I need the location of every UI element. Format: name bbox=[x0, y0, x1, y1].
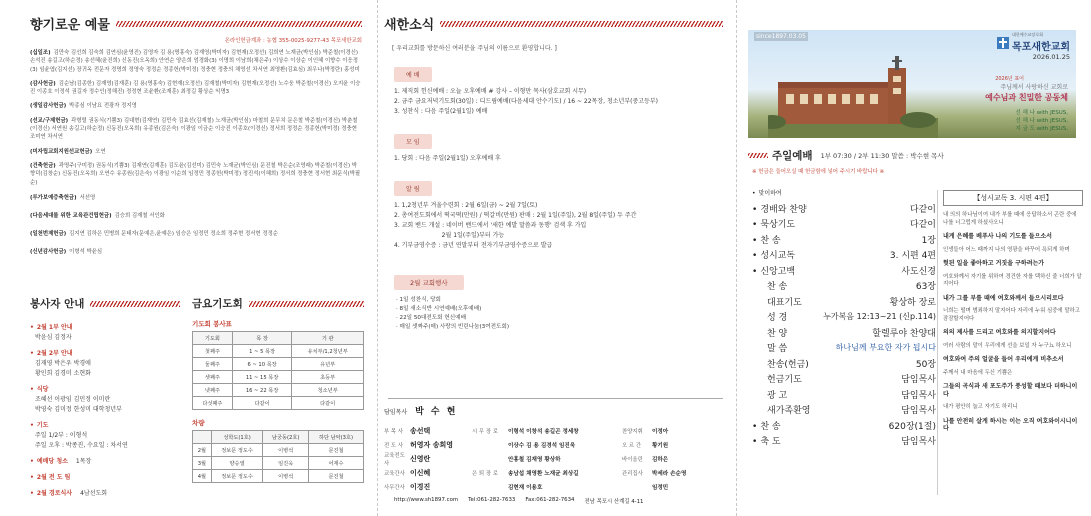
news-line: 2. 총여전도회에서 떡국떡(만원) / 떡갈비(만원) 판매 : 2월 1일(주일), 2월 8일(주일) 두 주간 bbox=[394, 212, 637, 219]
volunteer-section bbox=[30, 296, 180, 505]
table-header-cell: 기 관 bbox=[292, 332, 364, 345]
news-line: · 22일 50대전도회 헌신예배 bbox=[396, 315, 466, 321]
worship-order-item: • 경배와 찬양 bbox=[752, 202, 807, 215]
worship-order-row bbox=[752, 185, 936, 201]
table-row bbox=[193, 470, 364, 483]
bulletin-date: 2026.01.25 bbox=[1032, 53, 1070, 61]
worship-order-item: • 묵상기도 bbox=[752, 217, 795, 230]
offering-label: (선교/구제헌금) bbox=[30, 117, 69, 124]
staff-divider bbox=[388, 398, 723, 399]
church-logo bbox=[997, 32, 1070, 53]
news-line: · 8일 새소식반 시연예배(오후예배) bbox=[396, 306, 482, 312]
staff-grid bbox=[384, 425, 723, 493]
online-account: 온라인헌금계좌 : 농협 355-0025-9277-43 목포새한교회 bbox=[224, 38, 362, 44]
worship-order-leader: 다같이 bbox=[909, 204, 936, 215]
staff-role: 바이올린 bbox=[622, 457, 643, 463]
worship-order-item: • 신앙고백 bbox=[752, 264, 795, 277]
worship-order-row bbox=[752, 294, 936, 310]
staff-row bbox=[472, 439, 622, 451]
table-cell: 임진욱 bbox=[263, 457, 309, 470]
staff-col-3 bbox=[622, 425, 722, 493]
news-line: 2월 1일(주일)부터 가능 bbox=[394, 232, 505, 239]
worship-order-item: • 성시교독 bbox=[752, 248, 795, 261]
table-row bbox=[193, 397, 364, 410]
staff-name: 송선택 bbox=[410, 427, 431, 435]
volunteer-label: • 2월 1부 안내 bbox=[30, 324, 73, 331]
worship-order-leader: 50장 bbox=[915, 359, 936, 370]
theme-line-5: 지 금 도 with JESUS, bbox=[1015, 126, 1068, 132]
staff-row bbox=[622, 481, 722, 493]
table-header-row bbox=[193, 332, 364, 345]
volunteer-line: 주일 오후 : 박종진, 수요일 : 차서연 bbox=[35, 442, 128, 449]
staff-name: 안홍철 김재영 황상하 bbox=[508, 457, 561, 463]
worship-order-leader: 63장 bbox=[915, 282, 936, 293]
address-text: 전남 목포시 산계길 4-11 bbox=[584, 499, 644, 505]
worship-order-leader: 누가복음 12:13~21 (신p.114) bbox=[823, 312, 936, 322]
worship-order-row bbox=[752, 340, 936, 356]
volunteer-inline: 4남선도회 bbox=[80, 490, 108, 497]
worship-order-leader: 담임목사 bbox=[901, 390, 936, 401]
meeting-news-list bbox=[394, 154, 723, 164]
table-cell: 초등부 bbox=[292, 371, 364, 384]
offering-names: 박종심 이남요 전광자 정지영 bbox=[69, 103, 137, 110]
table-row bbox=[193, 444, 364, 457]
worship-order-row bbox=[752, 201, 936, 217]
table-row bbox=[193, 345, 364, 358]
vehicle-table bbox=[192, 430, 364, 483]
volunteer-label: • 식당 bbox=[30, 386, 48, 393]
table-row bbox=[193, 457, 364, 470]
table-cell: 11 ~ 15 목장 bbox=[232, 371, 292, 384]
worship-order-row bbox=[752, 418, 936, 434]
staff-name: 박세라 손순영 bbox=[652, 471, 687, 477]
worship-order-leader: 3. 시편 4편 bbox=[889, 251, 936, 262]
offering-label: (루가보예증축헌금) bbox=[30, 194, 77, 201]
volunteer-label: • 2월 전 도 팀 bbox=[30, 474, 70, 481]
worship-times: 1부 07:30 / 2부 11:30 말씀 : 박수현 목사 bbox=[820, 152, 944, 160]
staff-row bbox=[384, 481, 472, 493]
worship-order-row bbox=[752, 356, 936, 372]
volunteer-line: 박윤심 김정자 bbox=[35, 334, 72, 341]
worship-order-item: • 찬 송 bbox=[752, 233, 781, 246]
reading-line: 인생들아 어느 때까지 나의 영광을 바꾸어 욕되게 하며 bbox=[943, 246, 1070, 253]
worship-order-item: 헌금기도 bbox=[767, 375, 802, 386]
offering-item bbox=[30, 162, 362, 187]
reading-line: 내게 은혜를 베푸사 나의 기도를 들으소서 bbox=[943, 233, 1052, 240]
news-line: 1. 1,2청년부 겨울수련회 : 2월 6일(금) ~ 2월 7일(토) bbox=[394, 202, 538, 209]
prayer-duty-caption: 기도회 봉사표 bbox=[192, 320, 232, 328]
volunteer-header bbox=[30, 296, 180, 311]
cover-image bbox=[748, 30, 1076, 138]
staff-name: 김현재 이용호 bbox=[508, 485, 543, 491]
staff-row bbox=[384, 439, 472, 451]
header-hatch bbox=[90, 301, 180, 307]
tel-text: Tel:061-282-7633 bbox=[468, 497, 516, 503]
reading-line: 내가 평안히 눕고 자기도 하리니 bbox=[943, 404, 1018, 410]
volunteer-inline: 1목장 bbox=[75, 458, 92, 465]
header-hatch bbox=[249, 301, 364, 307]
table-cell: 1 ~ 5 목장 bbox=[232, 345, 292, 358]
staff-name: 송남섭 채영환 노재균 최상길 bbox=[508, 471, 579, 477]
offering-label: (생일감사헌금) bbox=[30, 103, 67, 110]
reading-line: 여호와여 주의 얼굴을 들어 우리에게 비추소서 bbox=[943, 356, 1064, 363]
offering-label: (건축헌금) bbox=[30, 162, 56, 169]
staff-name: 허영자 송희영 bbox=[410, 441, 454, 449]
worship-order-item: 새가족환영 bbox=[767, 406, 811, 417]
offering-names: 곽명주(구미정) 권동식(기쁨3) 김재연(김재훈) 김도윤(김선미) 김민숙 노재균(박인심) 문진철 박은순(조영래) 박준철(이경신) 박향덕(김창순) 신동진(오옥희) 오연수 유종원(김은숙) 이광임 이순희 임정민 정종헌(박미정) 정진석(이혜희) 정서희 정충현 정서현 최문식(박필순) bbox=[30, 162, 361, 186]
worship-title: 주일예배 bbox=[772, 150, 813, 162]
table-cell: 4월 bbox=[193, 470, 212, 483]
news-line: · 매일 샛짜주(매) 사랑의 빈린나눔(3여전도회) bbox=[396, 324, 510, 330]
volunteer-line: 주일 1/2부 : 이형석 bbox=[35, 432, 88, 439]
staff-role: 은 퇴 장 로 bbox=[472, 471, 498, 477]
theme-line-4: 선 해 나 with JESUS, bbox=[1015, 118, 1068, 124]
prayer-duty-table bbox=[192, 331, 364, 410]
table-row bbox=[193, 371, 364, 384]
table-header-cell: 성학도(1호) bbox=[211, 431, 263, 444]
worship-order-item: 광 고 bbox=[767, 390, 788, 401]
staff-name: 이형석 이창석 송길곤 정세창 bbox=[508, 429, 579, 435]
worship-order-leader: 다같이 bbox=[909, 220, 936, 231]
volunteer-line: 조혜선 이광임 김민정 이미란 bbox=[35, 396, 111, 403]
staff-role: 사무간사 bbox=[384, 485, 405, 491]
table-cell: 문진철 bbox=[309, 444, 364, 457]
staff-name: 김하은 bbox=[652, 457, 669, 463]
worship-order-leader: 사도신경 bbox=[901, 266, 936, 277]
senior-pastor-role: 담임목사 bbox=[384, 409, 408, 416]
worship-news-label: 예 배 bbox=[394, 67, 432, 82]
worship-order-row bbox=[752, 232, 936, 248]
responsive-reading-title: 【성시교독 3. 시편 4편】 bbox=[943, 190, 1083, 206]
worship-order-item: 찬 양 bbox=[767, 328, 788, 339]
worship-order-item: 대표기도 bbox=[767, 297, 802, 308]
table-cell: 넷째주 bbox=[193, 384, 233, 397]
reading-line: 주께서 내 마음에 두신 기쁨은 bbox=[943, 369, 1013, 376]
worship-header bbox=[748, 148, 1078, 163]
volunteer-line: 박영숙 김미정 한성미 대학청년부 bbox=[35, 406, 122, 413]
volunteer-list bbox=[30, 323, 180, 499]
staff-role: 교육간사 bbox=[384, 471, 405, 477]
staff-role: 오 르 간 bbox=[622, 443, 642, 449]
senior-pastor bbox=[384, 404, 723, 417]
table-cell: 다섯째주 bbox=[193, 397, 233, 410]
friday-header bbox=[192, 296, 364, 311]
volunteer-item bbox=[30, 473, 180, 483]
table-cell: 다같이 bbox=[232, 397, 292, 410]
staff-role: 찬양지휘 bbox=[622, 429, 643, 435]
offering-names: 오연 bbox=[95, 148, 106, 155]
cross-logo-icon bbox=[997, 37, 1009, 49]
notice-news-label: 알 림 bbox=[394, 181, 432, 196]
offering-label: (감사헌금) bbox=[30, 80, 56, 87]
staff-row bbox=[472, 481, 622, 493]
worship-order-leader: 황상하 장로 bbox=[889, 297, 936, 308]
worship-order-row bbox=[752, 387, 936, 403]
offering-label: (신년감사헌금) bbox=[30, 248, 67, 255]
volunteer-item bbox=[30, 349, 180, 379]
news-line: 3. 교회 밴드 개설 : 네이버 밴드에서 '새한 예발 말씀과 동행' 검색 후 가입 bbox=[394, 222, 587, 229]
news-title: 새한소식 bbox=[384, 18, 435, 33]
table-cell: 어재수 bbox=[309, 457, 364, 470]
reading-line: 내 의의 하나님이여 내가 부를 때에 응답하소서 곤란 중에 나를 너그럽게 하셨사오니 bbox=[943, 212, 1077, 226]
reading-line: 너희는 떨며 범죄하지 말지어다 자리에 누워 심중에 말하고 잠잠할지어다 bbox=[943, 308, 1080, 322]
worship-order-item: 말 씀 bbox=[767, 344, 788, 355]
staff-name: 이신혜 bbox=[410, 469, 431, 477]
theme-line-2: 예수님과 친밀한 공동체 bbox=[985, 93, 1068, 102]
header-hatch bbox=[440, 21, 723, 27]
offering-names: 서선영 bbox=[79, 194, 96, 201]
staff-row bbox=[384, 467, 472, 479]
church-building-illustration bbox=[768, 56, 938, 138]
table-cell: 3월 bbox=[193, 457, 212, 470]
table-header-cell: 목 장 bbox=[232, 332, 292, 345]
worship-order-leader: 하나님께 부요한 자가 됩시다 bbox=[835, 343, 936, 353]
header-hatch bbox=[748, 153, 768, 158]
offering-label: (십일조) bbox=[30, 50, 51, 56]
table-cell: 이병석 bbox=[263, 444, 309, 457]
church-footer bbox=[384, 497, 723, 505]
staff-role: 시 무 장 로 bbox=[472, 429, 498, 435]
since-text: since1897.03.05 bbox=[756, 33, 806, 40]
worship-order-row bbox=[752, 263, 936, 279]
worship-order-row bbox=[752, 247, 936, 263]
offering-label: (일천번제헌금) bbox=[30, 230, 67, 237]
staff-name: 이정아 bbox=[652, 429, 669, 435]
friday-title: 금요기도회 bbox=[192, 298, 243, 310]
table-cell: 다같이 bbox=[292, 397, 364, 410]
worship-order-row bbox=[752, 216, 936, 232]
staff-row bbox=[622, 467, 722, 479]
staff-row bbox=[622, 425, 722, 437]
worship-news-list bbox=[394, 87, 723, 117]
volunteer-item bbox=[30, 421, 180, 451]
table-cell: 6 ~ 10 목장 bbox=[232, 358, 292, 371]
year-theme-label: 2026년 표어 bbox=[995, 76, 1024, 82]
table-row bbox=[193, 384, 364, 397]
worship-order-item: 찬송(헌금) bbox=[767, 359, 809, 370]
offering-names: 김만숙 김선희 김숙희 김연심(윤영진) 김영자 김 용(명홍숙) 김재영(박미자) 김현재(오정선) 김희연 노재균(박인심) 박준철(이경신) 손석진 송길고(하순정) 송선혜(윤진희) 신동진(오옥희) 안연순 양은희 엄경화(3) 이명희 이남희(채은주) 이상수 이상순 이인혜 이향수 이응정(3) 임윤엽(김지선) 장귀옥 전문자 정명희 정영숙 정정순 정종헌(박미정) 정충현 정충의 채영선 차서연 최영환(김효심) 최우나(박정란) 홍성미 bbox=[30, 50, 360, 73]
staff-name: 임정민 bbox=[652, 485, 669, 491]
offering-item bbox=[30, 211, 362, 219]
offering-label: (다음세대를 위한 교육관건립헌금) bbox=[30, 212, 112, 219]
header-hatch bbox=[116, 21, 362, 27]
feb-events-label: 2월 교회행사 bbox=[394, 275, 464, 290]
table-cell: 셋째주 bbox=[193, 371, 233, 384]
fax-text: Fax:061-282-7634 bbox=[525, 497, 575, 503]
meeting-news-label: 모 임 bbox=[394, 134, 432, 149]
reading-line: 그들의 곡식과 새 포도주가 풍성할 때보다 더하니이다 bbox=[943, 383, 1078, 398]
staff-row bbox=[384, 453, 472, 465]
table-cell: 유년부 bbox=[292, 358, 364, 371]
worship-order-row bbox=[752, 433, 936, 449]
volunteer-label: • 기도 bbox=[30, 422, 48, 429]
volunteer-line: 김재영 박은우 박경애 bbox=[35, 360, 91, 367]
staff-name: 신영란 bbox=[410, 455, 431, 463]
theme-line-3: 선 해 나 with JESUS, bbox=[1015, 110, 1068, 116]
volunteer-item bbox=[30, 385, 180, 415]
reading-line: 의의 제사를 드리고 여호와를 의지할지어다 bbox=[943, 329, 1056, 336]
offering-item bbox=[30, 229, 362, 237]
offering-item bbox=[30, 193, 362, 201]
worship-order-row bbox=[752, 371, 936, 387]
table-cell: 첫째주 bbox=[193, 345, 233, 358]
table-row bbox=[193, 358, 364, 371]
table-cell: 양승열 bbox=[211, 457, 263, 470]
reading-line: 내가 그를 부를 때에 여호와께서 들으시리로다 bbox=[943, 294, 1064, 302]
table-cell: 둘째주 bbox=[193, 358, 233, 371]
reading-line: 여호와께서 자기를 위하여 경건한 자를 택하신 줄 너희가 알지어다 bbox=[943, 273, 1082, 287]
worship-order-item: • 맞이하여 bbox=[752, 188, 782, 197]
news-line: 1. 당회 : 다음 주일(2월1일) 오후예배 후 bbox=[394, 155, 501, 162]
offering-item bbox=[30, 247, 362, 255]
staff-role: 전 도 사 bbox=[384, 443, 404, 449]
table-cell: 정보문 정도수 bbox=[211, 444, 263, 457]
offering-item bbox=[30, 80, 362, 97]
staff-row bbox=[472, 453, 622, 465]
website-link[interactable]: http://www.sh1897.com bbox=[394, 497, 459, 503]
column-separator bbox=[937, 190, 938, 495]
volunteer-item bbox=[30, 457, 180, 467]
offering-item bbox=[30, 117, 362, 142]
offering-notice: ※ 헌금은 들어오실 때 헌금함에 넣어 주시기 바랍니다 ※ bbox=[752, 169, 885, 175]
senior-pastor-name: 박 수 현 bbox=[415, 407, 458, 417]
table-cell: 2월 bbox=[193, 444, 212, 457]
offering-names: 김순남(김종한) 김재영(김재훈) 김 용(명홍숙) 김현재(오정선) 김재철(박미자) 김현재(오정선) 노수웅 박준철(이경신) 오지윤 이승진 이종호 이정석 권길자 정수인(정해진) 정정현 조윤환(조재훈) 최정길 황상순 익명3 bbox=[30, 80, 361, 96]
volunteer-label: • 2월 2부 안내 bbox=[30, 350, 73, 357]
vehicle-caption: 차량 bbox=[192, 419, 205, 427]
worship-panel bbox=[737, 0, 1091, 516]
table-header-cell: 남궁동(2호) bbox=[263, 431, 309, 444]
theme-line-1: 주님께서 사랑하신 교회로 bbox=[1000, 84, 1068, 91]
table-header-cell bbox=[193, 431, 212, 444]
worship-order-item: 성 경 bbox=[767, 313, 788, 324]
staff-name: 이경진 bbox=[410, 483, 431, 491]
staff-col-2 bbox=[472, 425, 622, 493]
staff-row bbox=[472, 425, 622, 437]
responsive-reading-lines bbox=[943, 212, 1083, 433]
offering-label: (미자립교회지원선교헌금) bbox=[30, 148, 93, 155]
offering-item bbox=[30, 102, 362, 110]
worship-order-leader: 620장(1절) bbox=[888, 421, 936, 432]
news-line: 1. 제직회 헌신예배 : 오늘 오후예배 # 강사 – 이형만 목사(삼호교회 시무) bbox=[394, 88, 587, 95]
staff-row bbox=[472, 467, 622, 479]
news-header bbox=[384, 14, 723, 33]
staff-role: 교육전도사 bbox=[384, 453, 405, 467]
offering-names: 이형석 박윤심 bbox=[69, 248, 103, 255]
news-line: · 1일 성찬식, 당회 bbox=[396, 297, 441, 303]
news-line: 4. 기부금영수증 : 금년 연말부터 전자기부금영수증으로 발급 bbox=[394, 242, 553, 249]
offering-list bbox=[30, 49, 362, 255]
worship-order-leader: 할렐루야 찬양대 bbox=[872, 328, 936, 339]
reading-line: 여러 사람의 말이 우리에게 선을 보일 자 누구뇨 하오니 bbox=[943, 342, 1072, 349]
offering-names: 김승희 김재철 서인화 bbox=[114, 212, 165, 219]
worship-order-leader: 담임목사 bbox=[901, 406, 936, 417]
staff-role: 관리집사 bbox=[622, 471, 643, 477]
table-header-row bbox=[193, 431, 364, 444]
worship-order-leader: 1장 bbox=[921, 235, 936, 246]
worship-order-leader: 담임목사 bbox=[901, 437, 936, 448]
table-cell: 16 ~ 22 목장 bbox=[232, 384, 292, 397]
volunteer-line: 황인희 김경미 소현화 bbox=[35, 370, 91, 377]
notice-news-list bbox=[394, 201, 723, 251]
reading-line: 헛된 일을 좋아하고 거짓을 구하려는가 bbox=[943, 260, 1045, 267]
table-header-cell: 하단 남악(3호) bbox=[309, 431, 364, 444]
worship-order-item: • 찬 송 bbox=[752, 419, 781, 432]
volunteer-label: • 2월 경로식사 bbox=[30, 490, 72, 497]
worship-order-item: • 축 도 bbox=[752, 434, 781, 447]
volunteer-label: • 예배당 청소 bbox=[30, 458, 68, 465]
worship-order-leader: 담임목사 bbox=[901, 375, 936, 386]
reading-line: 나를 안전히 살게 하시는 이는 오직 여호와이시니이다 bbox=[943, 417, 1078, 432]
welcome-text: [ 우리교회를 방문하신 여러분을 주님의 이름으로 환영합니다. ] bbox=[392, 45, 557, 52]
offering-names: 곽형렬 권동식(기쁨3) 김대현(김재연) 김민숙 김효선(김재철) 노재균(박인심) 마철희 문무치 문은철 박준철(이경신) 박춘철(이경신) 서연원 송길고(하순정) 신동진(오옥희) 유종원(김은숙) 이광임 이금순 이승진 이종호(이경신) 정서희 정정순 정종헌(박미정) 정충현 조미연 차서연 bbox=[30, 117, 358, 141]
table-cell: 청소년부 bbox=[292, 384, 364, 397]
volunteer-item bbox=[30, 489, 180, 499]
responsive-reading bbox=[943, 190, 1083, 439]
worship-order-row bbox=[752, 325, 936, 341]
offerings-title: 향기로운 예물 bbox=[30, 18, 110, 33]
order-of-worship bbox=[752, 185, 936, 449]
table-cell: 정보문 정도수 bbox=[211, 470, 263, 483]
staff-row bbox=[622, 453, 722, 465]
offering-names: 김지연 김하은 민병희 문태자(문예은,윤예은) 임승은 임정민 정소희 정주현 정서현 정정순 bbox=[69, 230, 278, 237]
staff-row bbox=[384, 425, 472, 437]
volunteer-item bbox=[30, 323, 180, 343]
friday-prayer-section bbox=[192, 296, 364, 483]
table-cell: 문진철 bbox=[309, 470, 364, 483]
staff-name: 이상수 김 용 김경석 임진욱 bbox=[508, 443, 576, 449]
staff-col-1 bbox=[384, 425, 472, 493]
table-cell: 유치부/1,2청년부 bbox=[292, 345, 364, 358]
staff-role: 부 목 사 bbox=[384, 429, 404, 435]
table-header-cell: 기도회 bbox=[193, 332, 233, 345]
table-cell: 이병석 bbox=[263, 470, 309, 483]
staff-section bbox=[384, 398, 723, 505]
staff-row bbox=[622, 439, 722, 451]
offering-item bbox=[30, 148, 362, 156]
staff-name: 황기원 bbox=[652, 443, 669, 449]
worship-order-row bbox=[752, 278, 936, 294]
worship-order-row bbox=[752, 309, 936, 325]
news-line: 2. 금주 금요저녁기도회(30일) : 디드림예배(다음세대 안수기도) / 16 ~ 22목장, 청소년부(중고등부) bbox=[394, 98, 658, 105]
worship-order-item: 찬 송 bbox=[767, 282, 788, 293]
denomination: 대한예수교장로회 bbox=[1012, 32, 1043, 37]
church-name: 목포새한교회 bbox=[1012, 42, 1070, 53]
volunteer-title: 봉사자 안내 bbox=[30, 298, 85, 310]
offerings-header bbox=[30, 14, 362, 33]
feb-events-list bbox=[396, 296, 723, 332]
offering-item bbox=[30, 49, 362, 74]
news-line: 3. 성찬식 : 다음 주일(2월1일) 예배 bbox=[394, 108, 488, 115]
worship-order-row bbox=[752, 402, 936, 418]
